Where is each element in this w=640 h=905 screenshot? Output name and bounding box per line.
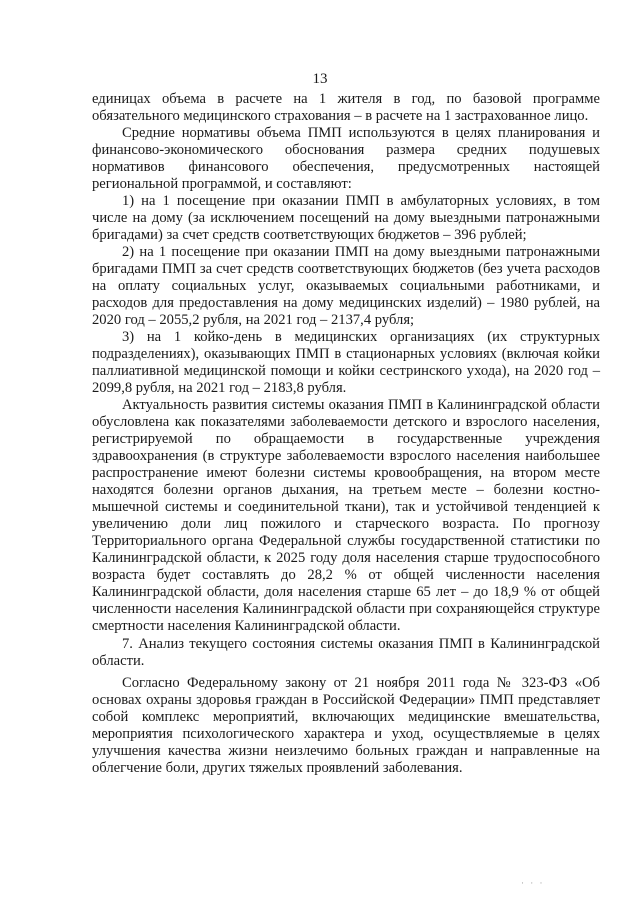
page-number: 13	[312, 71, 328, 87]
body-text	[92, 91, 600, 777]
paragraph-norms-intro: Средние нормативы объема ПМП используются в целях планирования и финансово-экономического обоснования размера средних подушевых нормативов финансового обеспечения, предусмотренных настоящей региональной программой, и составляют:	[92, 125, 600, 192]
scan-mark: · · ·	[521, 878, 545, 888]
paragraph-norm-home-visit: 2) на 1 посещение при оказании ПМП на дому выездными патронажными бригадами ПМП за счет средств соответствующих бюджетов (без учета расходов на оплату социальных услуг, оказываемых социальными работниками, и расходов для предоставления на дому медицинских изделий) – 1980 рублей, на 2020 год – 2055,2 рубля, на 2021 год – 2137,4 рубля;	[92, 244, 600, 328]
paragraph-norm-outpatient-visit: 1) на 1 посещение при оказании ПМП в амбулаторных условиях, в том числе на дому (за исключением посещений на дому выездными патронажными бригадами) за счет средств соответствующих бюджетов – 396 рублей;	[92, 193, 600, 243]
paragraph-relevance: Актуальность развития системы оказания ПМП в Калининградской области обусловлена как показателями заболеваемости детского и взрослого населения, регистрируемой по обращаемости в государственные учреждения здравоохранения (в структуре заболеваемости взрослого населения наибольшее распространение имеют болезни системы кровообращения, на втором месте находятся болезни органов дыхания, на третьем месте – болезни костно-мышечной системы и соединительной ткани), так и устойчивой тенденцией к увеличению доли лиц пожилого и старческого возраста. По прогнозу Территориального органа Федеральной службы государственной статистики по Калининградской области, к 2025 году доля населения старше трудоспособного возраста будет составлять до 28,2 % от общей численности населения Калининградской области, доля населения старше 65 лет – до 18,9 % от общей численности населения Калининградской области при сохраняющейся структуре смертности населения Калининградской области.	[92, 397, 600, 634]
paragraph-federal-law: Согласно Федеральному закону от 21 ноября 2011 года № 323-ФЗ «Об основах охраны здоровья граждан в Российской Федерации» ПМП представляет собой комплекс мероприятий, включающих медицинские вмешательства, мероприятия психологического характера и уход, осуществляемые в целях улучшения качества жизни неизлечимо больных граждан и направленные на облегчение боли, других тяжелых проявлений заболевания.	[92, 675, 600, 776]
section-heading-7: 7. Анализ текущего состояния системы оказания ПМП в Калининградской области.	[92, 636, 600, 669]
paragraph-norm-bed-day: 3) на 1 койко-день в медицинских организациях (их структурных подразделениях), оказывающих ПМП в стационарных условиях (включая койки паллиативной медицинской помощи и койки сестринского ухода), на 2020 год – 2099,8 рубля, на 2021 год – 2183,8 рубля.	[92, 329, 600, 396]
paragraph-continuation: единицах объема в расчете на 1 жителя в год, по базовой программе обязательного медицинского страхования – в расчете на 1 застрахованное лицо.	[92, 91, 600, 124]
